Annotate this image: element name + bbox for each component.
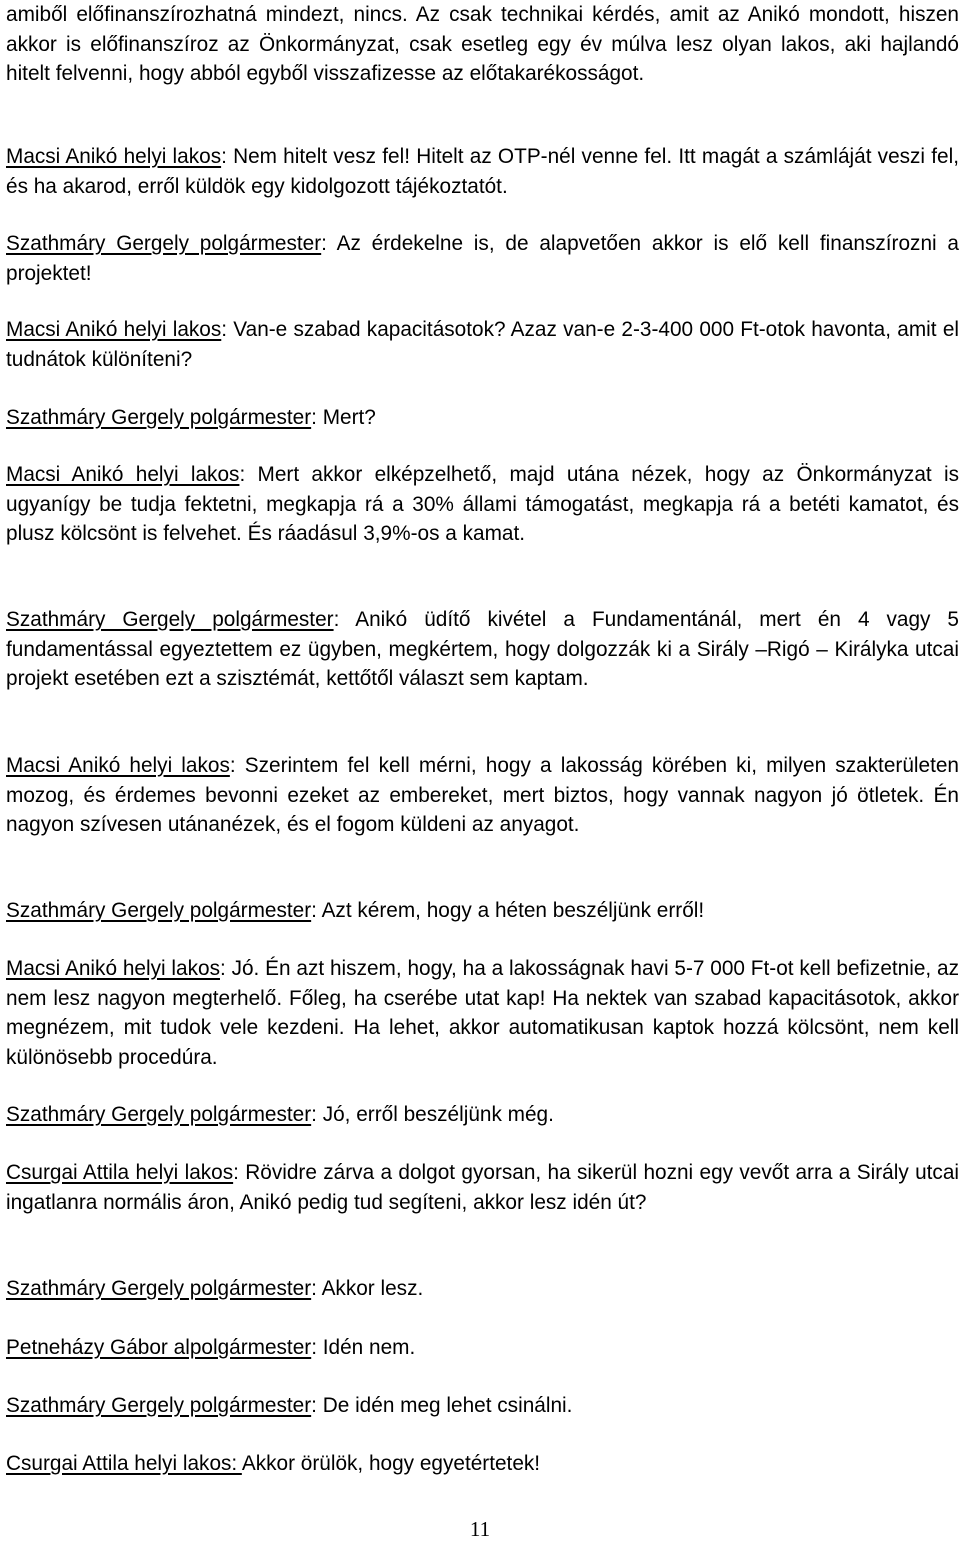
speaker-separator: : — [311, 1277, 322, 1300]
speech-text: De idén meg lehet csinálni. — [322, 1394, 573, 1417]
speaker-separator: : — [311, 1394, 323, 1417]
speaker-name: Macsi Anikó helyi lakos — [6, 957, 220, 980]
speech-paragraph — [6, 954, 959, 1072]
speaker-separator: : — [311, 1336, 323, 1359]
speaker-separator: : — [221, 318, 234, 341]
page-number: 11 — [469, 1517, 491, 1541]
paragraph-text: amiből előfinanszírozhatná mindezt, nincs. Az csak technikai kérdés, amit az Anikó mondott, hiszen akkor is előfinanszíroz az Önkormányzat, csak esetleg egy év múlva lesz olyan lakos, aki hajlandó hitelt felvenni, hogy abból egyből visszafizesse az előtakarékosságot. — [6, 3, 959, 85]
paragraph — [6, 0, 959, 89]
speech-paragraph — [6, 315, 959, 374]
speaker-name: Macsi Anikó helyi lakos — [6, 318, 222, 341]
speaker-separator: : — [229, 754, 245, 777]
speech-text: Van-e szabad kapacitásotok? Azaz van-e 2-3-400 000 Ft-otok havonta, amit el tudnátok különíteni? — [6, 318, 960, 371]
speech-text: Mert akkor elképzelhető, majd utána nézek, hogy az Önkormányzat is ugyanígy be tudja fektetni, megkapja rá a 30% állami támogatást, megkapja rá a betéti kamatot, és plusz kölcsönt is felvehet. És ráadásul 3,9%-os a kamat. — [6, 463, 960, 545]
speech-text: Akkor örülök, hogy egyetértetek! — [241, 1452, 541, 1475]
speaker-name: Szathmáry Gergely polgármester — [6, 406, 312, 429]
speech-text: Mert? — [322, 406, 376, 429]
speaker-name: Petneházy Gábor alpolgármester — [6, 1336, 312, 1359]
speech-paragraph — [6, 1274, 959, 1304]
speech-text: Jó, erről beszéljünk még. — [322, 1103, 554, 1126]
speech-paragraph — [6, 1333, 959, 1363]
speech-text: Akkor lesz. — [321, 1277, 424, 1300]
speaker-separator: : — [219, 957, 232, 980]
speech-paragraph — [6, 751, 959, 840]
speaker-name: Csurgai Attila helyi lakos — [6, 1161, 234, 1184]
speech-paragraph — [6, 460, 959, 549]
speaker-separator: : — [311, 406, 323, 429]
speech-paragraph — [6, 896, 959, 926]
speaker-separator: : — [333, 608, 356, 631]
speech-text: Nem hitelt vesz fel! Hitelt az OTP-nél venne fel. Itt magát a számláját veszi fel, és ha akarod, erről küldök egy kidolgozott tájékoztatót. — [6, 145, 959, 198]
speaker-name: Macsi Anikó helyi lakos — [6, 145, 222, 168]
speaker-name: Szathmáry Gergely polgármester — [6, 1394, 312, 1417]
speaker-separator: : — [221, 145, 234, 168]
speech-text: Rövidre zárva a dolgot gyorsan, ha sikerül hozni egy vevőt arra a Sirály utcai ingatlanra normális áron, Anikó pedig tud segíteni, akkor lesz idén út? — [6, 1161, 960, 1214]
speaker-name: Szathmáry Gergely polgármester — [6, 1277, 312, 1300]
speaker-separator: : — [311, 1103, 323, 1126]
speech-text: Idén nem. — [322, 1336, 416, 1359]
speech-text: Szerintem fel kell mérni, hogy a lakosság körében ki, milyen szakterületen mozog, és érdemes bevonni ezeket az embereket, mert biztos, hogy vannak nagyon jó ötletek. Én nagyon szívesen utánanézek, és el fogom küldeni az anyagot. — [6, 754, 959, 836]
speaker-separator: : — [239, 463, 258, 486]
speech-paragraph — [6, 1158, 959, 1217]
speaker-separator: : — [321, 232, 337, 255]
speech-paragraph — [6, 229, 959, 288]
speech-paragraph — [6, 1391, 959, 1421]
speech-paragraph — [6, 605, 959, 694]
speaker-name: Macsi Anikó helyi lakos — [6, 463, 240, 486]
speaker-name: Szathmáry Gergely polgármester — [6, 1103, 312, 1126]
speaker-name: Szathmáry Gergely polgármester — [6, 232, 322, 255]
speech-text: Anikó üdítő kivétel a Fundamentánál, mert én 4 vagy 5 fundamentással egyeztettem ez ügyben, megkértem, hogy dolgozzák ki a Sirály –Rigó – Királyka utcai projekt esetében ezt a szisztémát, kettőtől választ sem kaptam. — [6, 608, 959, 690]
speaker-separator: : — [233, 1161, 246, 1184]
speech-paragraph — [6, 1100, 959, 1130]
speech-text: Azt kérem, hogy a héten beszéljünk erről! — [321, 899, 705, 922]
speech-text: Jó. Én azt hiszem, hogy, ha a lakosságnak havi 5-7 000 Ft-ot kell befizetnie, az nem lesz nagyon megterhelő. Főleg, ha cserébe utat kap! Ha nektek van szabad kapacitásotok, akkor megnézem, mit tudok vele kezdeni. Ha lehet, akkor automatikusan kaptok hozzá kölcsönt, nem kell különösebb procedúra. — [6, 957, 959, 1069]
speaker-separator: : — [311, 899, 322, 922]
speaker-name: Csurgai Attila helyi lakos: — [6, 1452, 242, 1475]
speech-paragraph — [6, 403, 959, 433]
speaker-name: Szathmáry Gergely polgármester — [6, 608, 334, 631]
speech-paragraph — [6, 1449, 959, 1479]
speaker-name: Szathmáry Gergely polgármester — [6, 899, 312, 922]
speaker-name: Macsi Anikó helyi lakos — [6, 754, 230, 777]
speech-text: Az érdekelne is, de alapvetően akkor is elő kell finanszírozni a projektet! — [6, 232, 959, 285]
speech-paragraph — [6, 142, 959, 201]
